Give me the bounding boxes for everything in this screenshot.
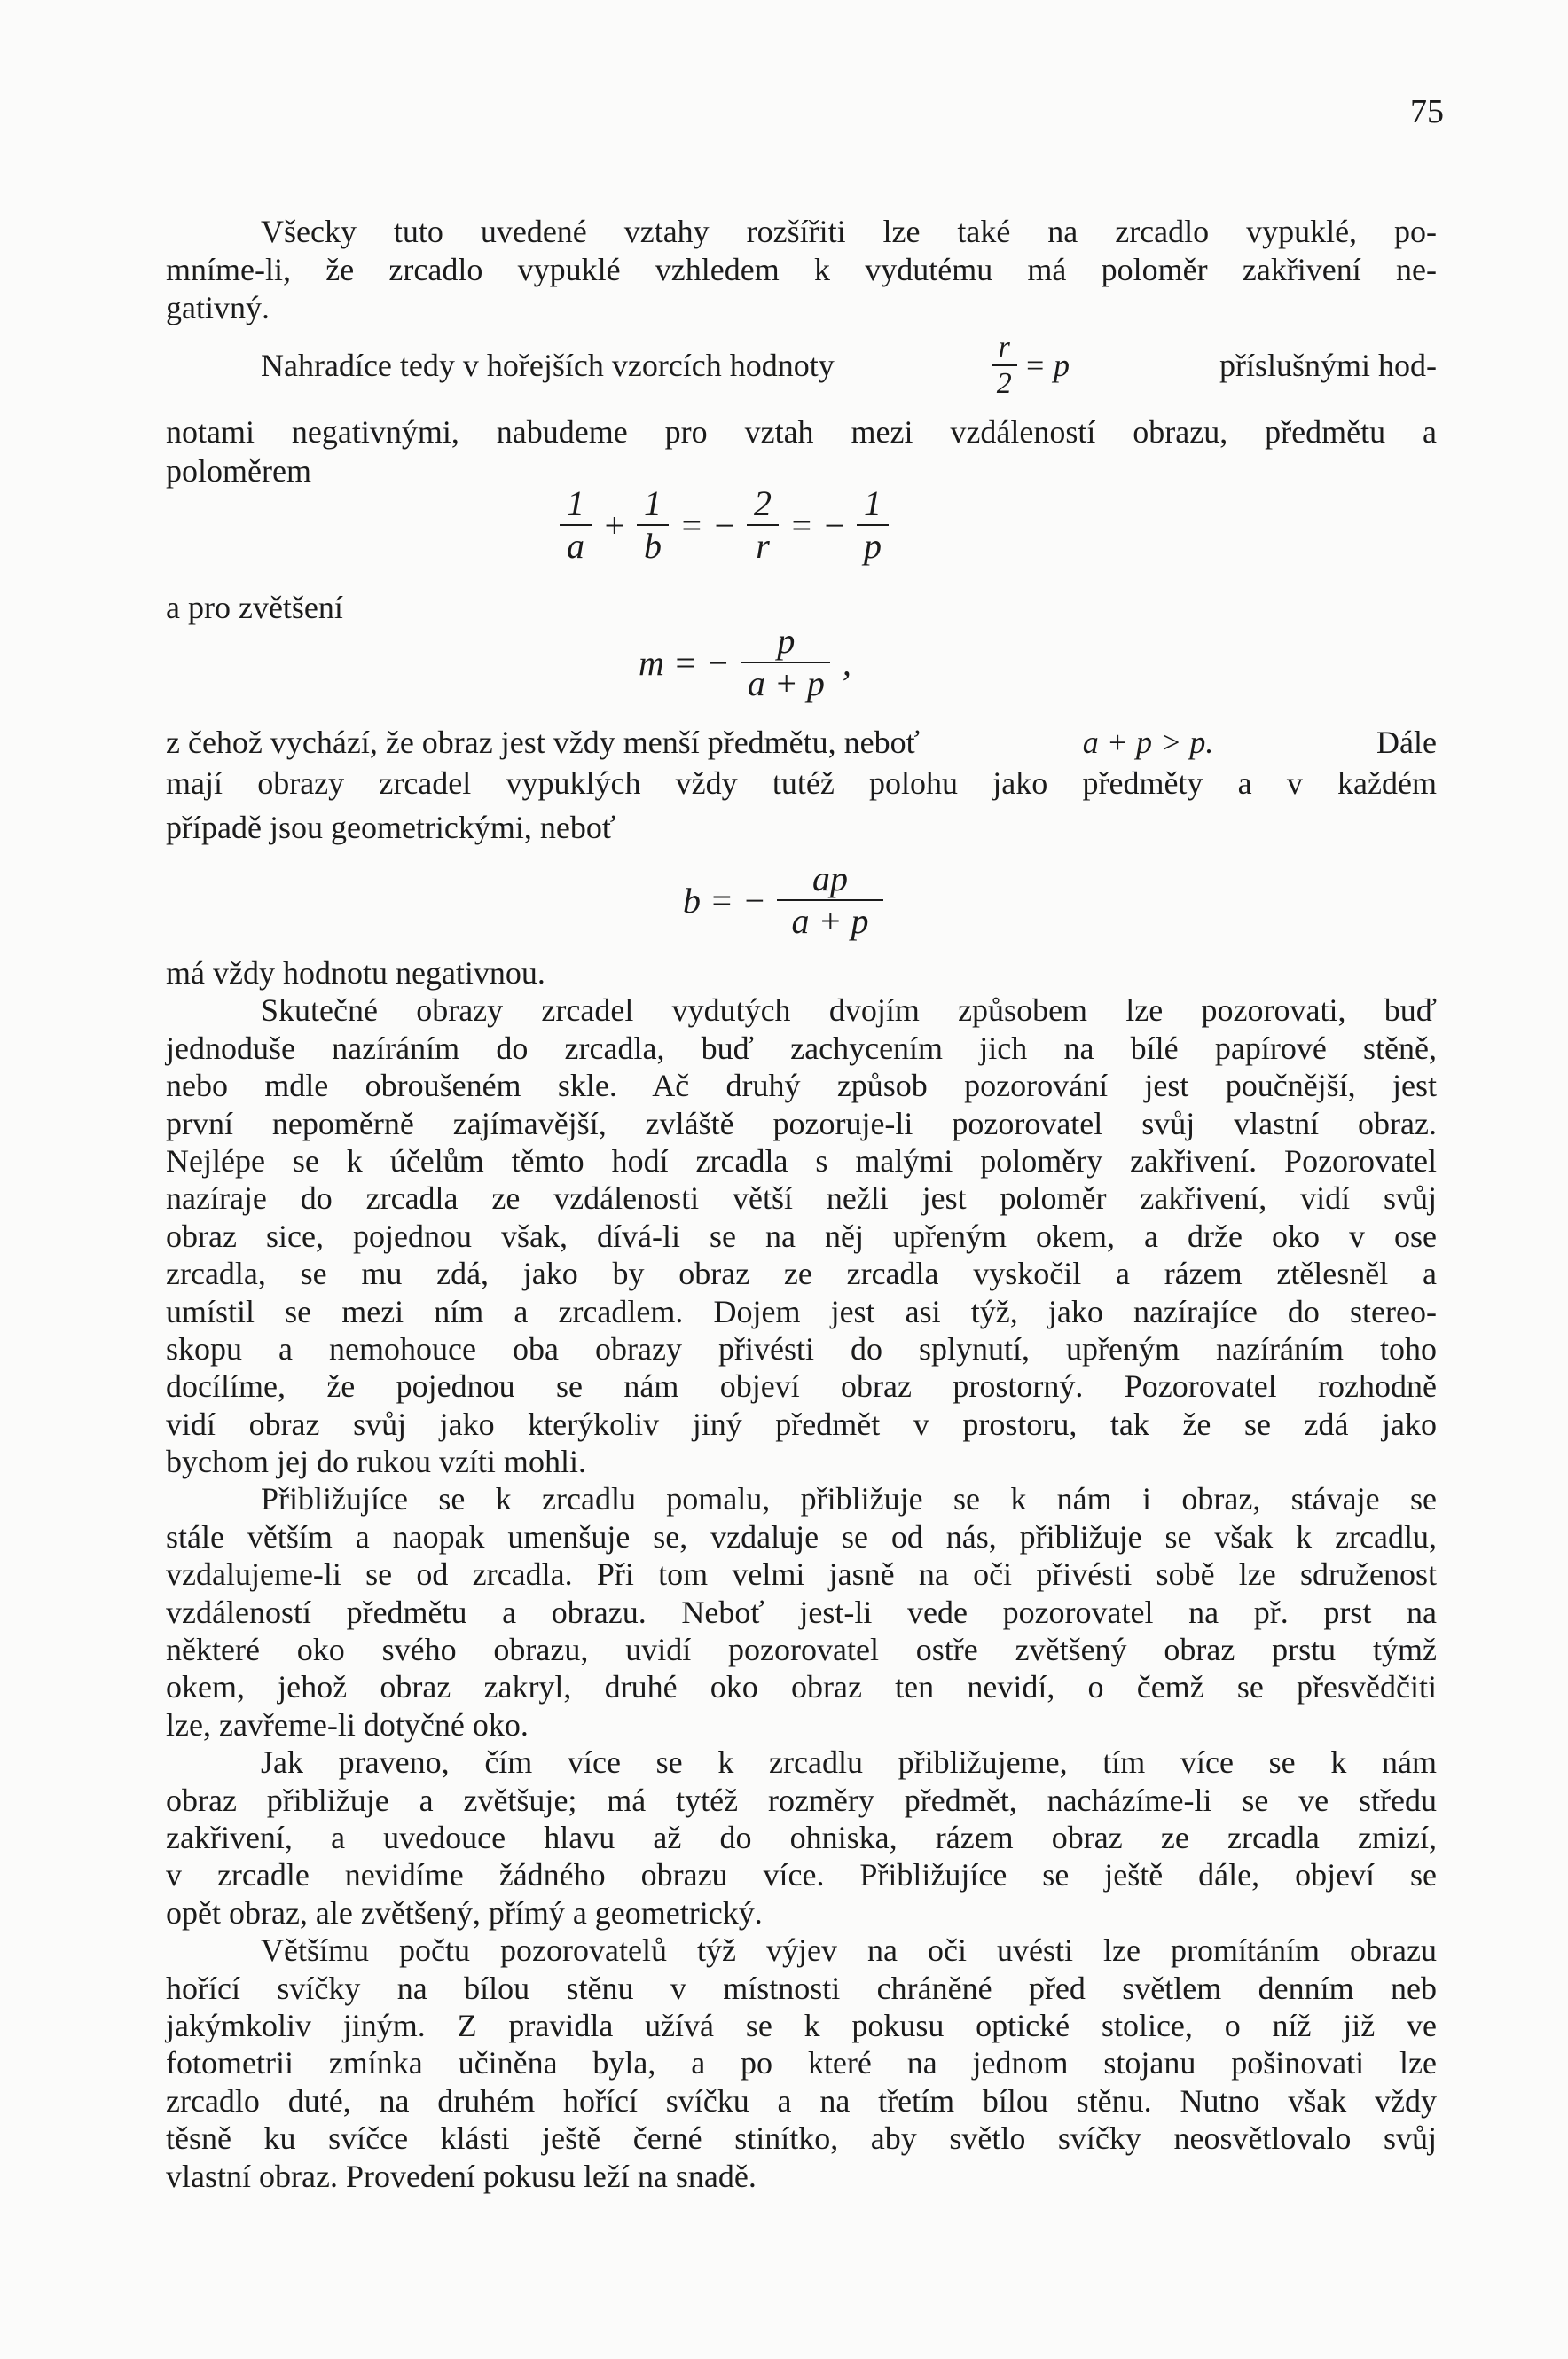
text-line: vidí obraz svůj jako kterýkoliv jiný předmět v prostoru, tak že se zdá jako: [166, 1406, 1437, 1442]
text-fragment: Dále: [1376, 725, 1437, 760]
equation-magnification: [639, 621, 851, 704]
numerator: ap: [777, 858, 883, 901]
text-line: docílíme, že pojednou se nám objeví obraz prostorný. Pozorovatel rozhodně: [166, 1368, 1437, 1405]
numerator: 1: [637, 483, 669, 526]
inline-formula: a + p > p.: [1082, 725, 1214, 760]
numerator: p: [741, 621, 830, 663]
formula-lhs: b = −: [683, 880, 766, 921]
text-line: Většímu počtu pozorovatelů týž výjev na oči uvésti lze promítáním obrazu: [261, 1932, 1437, 1969]
magnification-label: [166, 589, 1437, 625]
formula-lhs: m = −: [639, 642, 730, 683]
text-fragment: z čehož vychází, že obraz jest vždy menší předmětu, neboť: [166, 725, 921, 760]
punctuation: ,: [842, 642, 851, 683]
text-line: vlastní obraz. Provedení pokusu leží na snadě.: [166, 2158, 757, 2194]
text-line: okem, jehož obraz zakryl, druhé oko obraz ten nevidí, o čemž se přesvědčiti: [166, 1669, 1437, 1705]
inline-formula: [984, 330, 1070, 401]
text-line: vzdáleností předmětu a obrazu. Neboť jest-li vede pozorovatel na př. prst na: [166, 1594, 1437, 1630]
text-line: zrcadlo duté, na druhém hořící svíčku a na třetím bílou stěnu. Nutno však vždy: [166, 2082, 1437, 2119]
text-fragment: Nahradíce tedy v hořejších vzorcích hodnoty: [261, 348, 835, 383]
text-line: a pro zvětšení: [166, 590, 343, 625]
denominator: b: [644, 526, 662, 566]
text-line: notami negativnými, nabudeme pro vztah mezi vzdáleností obrazu, předmětu a: [166, 414, 1437, 450]
numerator: 1: [560, 483, 592, 526]
text-line: Přibližujíce se k zrcadlu pomalu, přibližuje se k nám i obraz, stávaje se: [261, 1481, 1437, 1517]
numerator: r: [992, 330, 1017, 366]
text-line: umístil se mezi ním a zrcadlem. Dojem jest asi týž, jako nazírajíce do stereo-: [166, 1293, 1437, 1329]
numerator: 1: [857, 483, 889, 526]
text-line: obraz přibližuje a zvětšuje; má tytéž rozměry předmět, nacházíme-li se ve středu: [166, 1782, 1437, 1818]
text-line: skopu a nemohouce oba obrazy přivésti do splynutí, upřeným nazíráním toho: [166, 1330, 1437, 1367]
page-number: 75: [1410, 93, 1444, 130]
text-line: obraz sice, pojednou však, dívá-li se na něj upřeným okem, a drže oko v ose: [166, 1218, 1437, 1254]
denominator: r: [756, 526, 770, 566]
fraction: [990, 330, 1019, 401]
text-line: poloměrem: [166, 453, 311, 489]
text-line: jakýmkoliv jiným. Z pravidla užívá se k pokusu optické stolice, o níž již ve: [166, 2007, 1437, 2043]
numerator: 2: [747, 483, 779, 526]
text-line: zrcadla, se mu zdá, jako by obraz ze zrcadla vyskočil a rázem ztělesněl a: [166, 1256, 1437, 1292]
denominator: 2: [996, 367, 1012, 400]
equation-image-distance: [683, 858, 889, 942]
text-line: vzdalujeme-li se od zrcadla. Při tom velmi jasně na oči přivésti sobě lze sdruženost: [166, 1556, 1437, 1593]
paragraph-3-first-line: [166, 723, 1437, 762]
text-line: Skutečné obrazy zrcadel vydutých dvojím způsobem lze pozorovati, buď: [261, 992, 1437, 1029]
text-line: jednoduše nazíráním do zrcadla, buď zachycením jich na bílé papírové stěně,: [166, 1030, 1437, 1066]
text-line: zakřivení, a uvedouce hlavu až do ohniska, rázem obraz ze zrcadla zmizí,: [166, 1819, 1437, 1855]
formula-rhs: = p: [1023, 348, 1070, 383]
operator: = −: [788, 505, 846, 545]
text-line: Nejlépe se k účelům těmto hodí zrcadla s malými poloměry zakřivení. Pozorovatel: [166, 1142, 1437, 1179]
text-line: lze, zavřeme-li dotyčné oko.: [166, 1706, 529, 1743]
text-line: první nepoměrně zajímavější, zvláště pozoruje-li pozorovatel svůj vlastní obraz.: [166, 1105, 1437, 1141]
denominator: p: [863, 526, 882, 566]
text-line: v zrcadle nevidíme žádného obrazu více. Přibližujíce se ještě dále, objeví se: [166, 1857, 1437, 1893]
text-line: fotometrii zmínka učiněna byla, a po které na jednom stojanu pošinovati lze: [166, 2045, 1437, 2081]
body-text: [166, 954, 1437, 2195]
text-fragment: příslušnými hod-: [1219, 348, 1437, 383]
text-line: stále větším a naopak umenšuje se, vzdaluje se od nás, přibližuje se však k zrcadlu,: [166, 1518, 1437, 1555]
text-line: mníme-li, že zrcadlo vypuklé vzhledem k vydutému má poloměr zakřivení ne-: [166, 252, 1437, 287]
text-line: mají obrazy zrcadel vypuklých vždy tutéž polohu jako předměty a v každém: [166, 765, 1437, 801]
text-line: má vždy hodnotu negativnou.: [166, 955, 545, 991]
text-line: Všecky tuto uvedené vztahy rozšířiti lze také na zrcadlo vypuklé, po-: [261, 214, 1437, 249]
operator: +: [602, 505, 626, 545]
denominator: a + p: [747, 663, 825, 703]
paragraph-2-first-line: [166, 330, 1437, 401]
denominator: a + p: [791, 901, 869, 941]
paragraph-3-rest: [166, 764, 1437, 853]
paragraph-1: [166, 213, 1437, 327]
text-line: opět obraz, ale zvětšený, přímý a geometrický.: [166, 1894, 763, 1931]
text-line: hořící svíčky na bílou stěnu v místnosti chráněné před světlem denním neb: [166, 1970, 1437, 2006]
paragraph-2-rest: [166, 413, 1437, 491]
operator: = −: [679, 505, 736, 545]
text-line: případě jsou geometrickými, neboť: [166, 810, 616, 845]
denominator: a: [567, 526, 584, 566]
text-line: nebo mdle obroušeném skle. Ač druhý způsob pozorování jest poučnější, jest: [166, 1068, 1437, 1104]
text-line: některé oko svého obrazu, uvidí pozorovatel ostře zvětšený obraz prstu týmž: [166, 1632, 1437, 1668]
text-line: gativný.: [166, 290, 270, 325]
text-line: těsně ku svíčce klásti ještě černé stinítko, aby světlo svíčky neosvětlovalo svůj: [166, 2120, 1437, 2157]
text-line: bychom jej do rukou vzíti mohli.: [166, 1444, 586, 1480]
text-line: Jak praveno, čím více se k zrcadlu přibližujeme, tím více se k nám: [261, 1744, 1437, 1781]
text-line: nazíraje do zrcadla ze vzdálenosti větší nežli jest poloměr zakřivení, vidí svůj: [166, 1180, 1437, 1217]
equation-mirror-formula: [554, 483, 894, 567]
